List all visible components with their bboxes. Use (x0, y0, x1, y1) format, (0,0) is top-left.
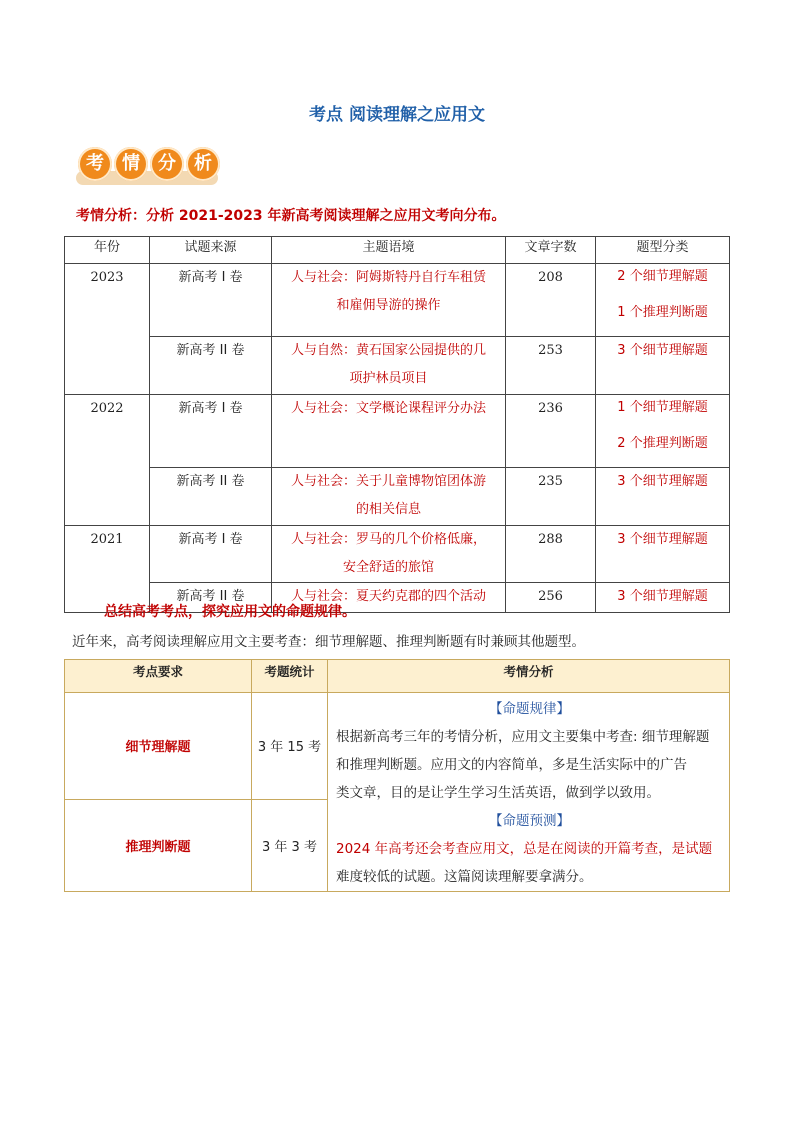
type-line: 3 个细节理解题 (617, 474, 708, 489)
type-line: 1 个推理判断题 (617, 305, 708, 320)
type-line: 2 个细节理解题 (617, 269, 708, 284)
theme-line: 人与社会：文学概论课程评分办法 (290, 401, 486, 416)
column-header: 考题统计 (252, 660, 328, 693)
source-cell: 新高考 II 卷 (150, 583, 272, 613)
column-header: 题型分类 (596, 237, 730, 264)
table-row (65, 693, 730, 800)
source-cell: 新高考 I 卷 (150, 395, 272, 468)
exam-analysis-table (64, 659, 730, 892)
source-cell: 新高考 I 卷 (150, 526, 272, 583)
types-cell (596, 264, 730, 337)
summary-heading: 总结高考考点，探究应用文的命题规律。 (104, 604, 356, 620)
analysis-cell (328, 693, 730, 892)
forecast-heading: 【命题预测】 (489, 813, 570, 829)
stat-cell: 3 年 15 考 (252, 693, 328, 800)
table-row (65, 337, 730, 395)
column-header: 文章字数 (506, 237, 596, 264)
theme-cell (272, 526, 506, 583)
badge-char: 析 (186, 147, 220, 181)
table-row (65, 395, 730, 468)
column-header: 主题语境 (272, 237, 506, 264)
column-header: 考情分析 (328, 660, 730, 693)
words-cell: 288 (506, 526, 596, 583)
category-cell: 推理判断题 (65, 799, 252, 891)
type-line: 3 个细节理解题 (617, 343, 708, 358)
theme-line: 项护林员项目 (349, 371, 428, 386)
forecast-line: 2024 年高考还会考查应用文，总是在阅读的开篇考查，是试题 (336, 841, 713, 857)
words-cell: 256 (506, 583, 596, 613)
stat-cell: 3 年 3 考 (252, 799, 328, 891)
theme-line: 人与社会：阿姆斯特丹自行车租赁 (290, 270, 486, 285)
words-cell: 253 (506, 337, 596, 395)
types-cell (596, 468, 730, 526)
category-cell: 细节理解题 (65, 693, 252, 800)
table-row (65, 264, 730, 337)
words-cell: 208 (506, 264, 596, 337)
types-cell (596, 526, 730, 583)
badge-char: 情 (114, 147, 148, 181)
theme-line: 安全舒适的旅馆 (342, 560, 434, 575)
rule-heading: 【命题规律】 (489, 701, 570, 717)
theme-cell (272, 264, 506, 337)
table-header-row (65, 660, 730, 693)
theme-cell (272, 395, 506, 468)
year-cell: 2022 (65, 395, 150, 526)
table-row (65, 468, 730, 526)
rule-line: 和推理判断题。应用文的内容简单，多是生活实际中的广告 (336, 757, 687, 773)
types-cell (596, 337, 730, 395)
exam-distribution-table (64, 236, 730, 613)
column-header: 考点要求 (65, 660, 252, 693)
table-header-row (65, 237, 730, 264)
badge-char: 考 (78, 147, 112, 181)
theme-cell (272, 468, 506, 526)
year-cell: 2021 (65, 526, 150, 613)
theme-line: 的相关信息 (355, 502, 421, 517)
words-cell: 236 (506, 395, 596, 468)
table-row (65, 526, 730, 583)
section-badge (76, 145, 226, 189)
theme-line: 人与自然：黄石国家公园提供的几 (290, 343, 486, 358)
page-title: 考点 阅读理解之应用文 (309, 105, 485, 125)
words-cell: 235 (506, 468, 596, 526)
source-cell: 新高考 II 卷 (150, 468, 272, 526)
badge-char: 分 (150, 147, 184, 181)
intro-text: 考情分析：分析 2021-2023 年新高考阅读理解之应用文考向分布。 (76, 208, 506, 224)
theme-line: 人与社会：关于儿童博物馆团体游 (290, 474, 486, 489)
source-cell: 新高考 I 卷 (150, 264, 272, 337)
type-line: 1 个细节理解题 (617, 400, 708, 415)
type-line: 3 个细节理解题 (617, 532, 708, 547)
column-header: 试题来源 (150, 237, 272, 264)
summary-text: 近年来，高考阅读理解应用文主要考查：细节理解题、推理判断题有时兼顾其他题型。 (72, 634, 585, 650)
theme-line: 人与社会：罗马的几个价格低廉， (290, 532, 486, 547)
forecast-line: 难度较低的试题。这篇阅读理解要拿满分。 (336, 869, 593, 885)
rule-line: 类文章，目的是让学生学习生活英语，做到学以致用。 (336, 785, 660, 801)
theme-cell (272, 337, 506, 395)
rule-line: 根据新高考三年的考情分析，应用文主要集中考查: 细节理解题 (336, 729, 710, 745)
types-cell (596, 395, 730, 468)
type-line: 2 个推理判断题 (617, 436, 708, 451)
theme-line: 人与社会：夏天约克郡的四个活动 (290, 589, 486, 604)
source-cell: 新高考 II 卷 (150, 337, 272, 395)
column-header: 年份 (65, 237, 150, 264)
theme-line: 和雇佣导游的操作 (336, 298, 441, 313)
year-cell: 2023 (65, 264, 150, 395)
type-line: 3 个细节理解题 (617, 589, 708, 604)
types-cell (596, 583, 730, 613)
